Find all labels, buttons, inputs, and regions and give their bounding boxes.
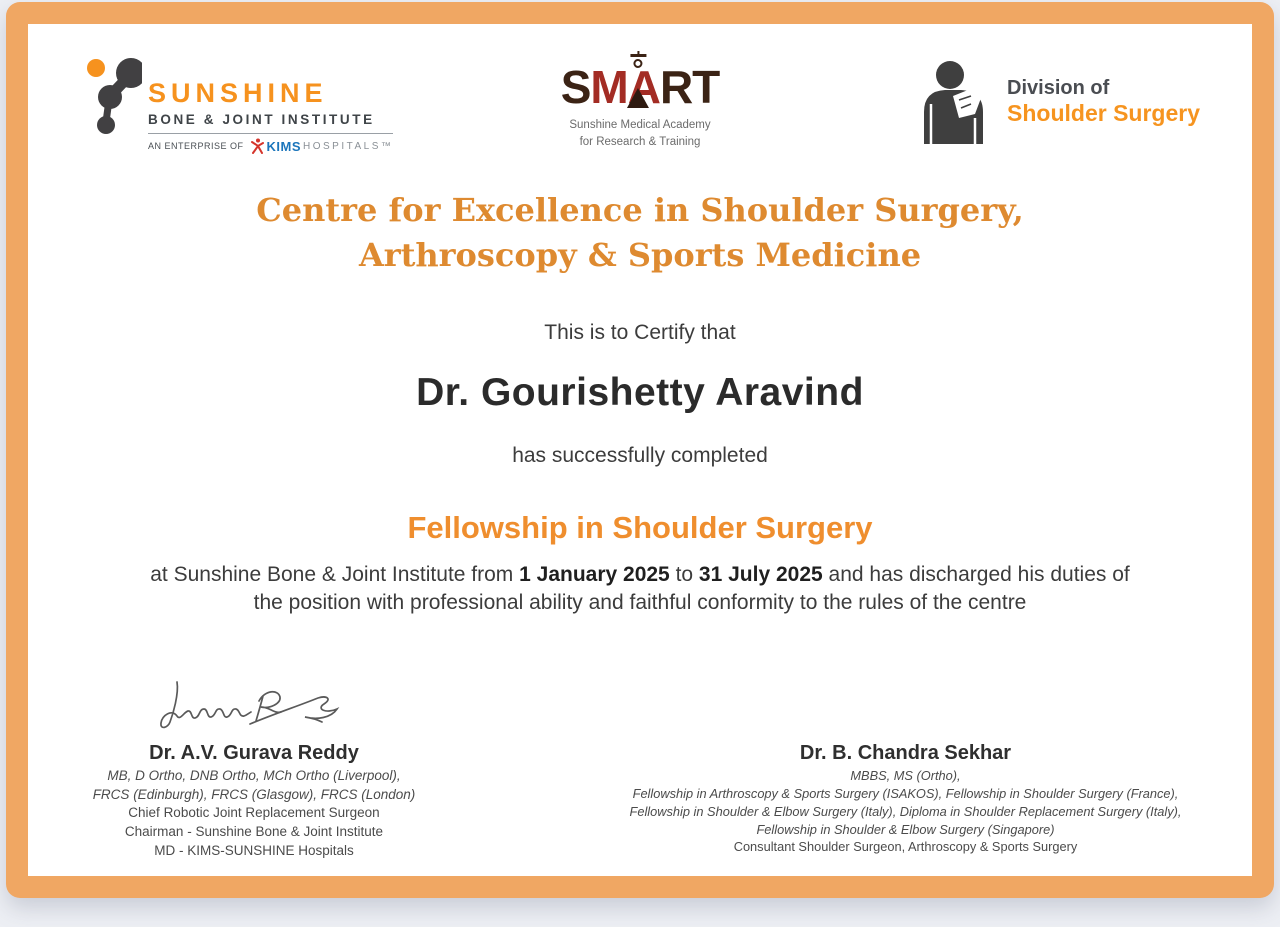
certificate-card <box>6 2 1274 898</box>
signer-left-credential: MB, D Ortho, DNB Ortho, MCh Ortho (Liverpool), <box>107 768 401 783</box>
signer-right-name: Dr. B. Chandra Sekhar <box>799 742 1012 764</box>
sunshine-enterprise-line <box>148 138 393 154</box>
signer-left-title: MD - KIMS-SUNSHINE Hospitals <box>154 842 354 858</box>
kims-wordmark: KIMS <box>266 138 302 154</box>
sunshine-molecule-icon <box>84 52 142 156</box>
signer-right-credential: Fellowship in Shoulder & Elbow Surgery (Singapore) <box>756 821 1055 837</box>
certificate-content <box>28 24 1252 876</box>
fellowship-title: Fellowship in Shoulder Surgery <box>407 510 873 545</box>
certificate-title-line1: Centre for Excellence in Shoulder Surgery, <box>256 191 1024 229</box>
body-part3: and has discharged his duties of the position with professional ability and faithful conformity to the rules of the centre <box>253 563 1130 615</box>
signer-right-title: Consultant Shoulder Surgeon, Arthroscopy & Sports Surgery <box>733 839 1078 855</box>
enterprise-prefix: AN ENTERPRISE OF <box>148 141 244 151</box>
sunshine-divider <box>148 133 393 134</box>
certificate-title <box>28 188 1252 279</box>
smart-letters-ma: MA <box>590 61 660 113</box>
recipient-name: Dr. Gourishetty Aravind <box>416 371 864 414</box>
sunshine-subtitle: BONE & JOINT INSTITUTE <box>148 112 375 127</box>
smart-graduate-icon <box>631 54 647 70</box>
smart-subtitle-line1: Sunshine Medical Academy <box>569 119 711 131</box>
completed-line: has successfully completed <box>512 444 768 467</box>
shoulder-person-icon <box>917 60 993 144</box>
body-paragraph <box>145 561 1135 618</box>
signer-right-credential: MBBS, MS (Ortho), <box>850 768 961 783</box>
smart-logo <box>560 61 720 150</box>
signer-left <box>64 742 444 859</box>
kims-figure-icon <box>250 138 264 154</box>
smart-subtitle-line2: for Research & Training <box>579 135 701 148</box>
signer-right <box>583 742 1228 855</box>
sunshine-name: SUNSHINE <box>148 78 328 108</box>
body-part1: at Sunshine Bone & Joint Institute from <box>150 563 520 586</box>
sunshine-logo-text <box>148 52 393 154</box>
signer-left-name: Dr. A.V. Gurava Reddy <box>149 742 359 764</box>
smart-triangle <box>627 88 649 108</box>
smart-wordmark <box>560 61 720 113</box>
sunshine-logo <box>84 52 393 156</box>
signer-left-title: Chief Robotic Joint Replacement Surgeon <box>128 805 380 821</box>
signer-left-credential: FRCS (Edinburgh), FRCS (Glasgow), FRCS (London) <box>92 786 416 802</box>
signer-right-credential: Fellowship in Shoulder & Elbow Surgery (Italy), Diploma in Shoulder Replacement Surgery (Italy), <box>629 803 1182 819</box>
division-logo <box>917 60 1200 144</box>
signer-left-title: Chairman - Sunshine Bone & Joint Institute <box>124 824 384 840</box>
division-line2: Shoulder Surgery <box>1007 100 1200 127</box>
signer-right-credential: Fellowship in Arthroscopy & Sports Surgery (ISAKOS), Fellowship in Shoulder Surgery (France), <box>632 785 1179 801</box>
body-part2: to <box>669 563 699 586</box>
division-line1: Division of <box>1007 77 1110 100</box>
smart-letter-s: S <box>560 61 591 113</box>
smart-letters-rt: RT <box>659 61 720 113</box>
signature <box>146 676 356 738</box>
division-text <box>1007 76 1200 128</box>
certify-line: This is to Certify that <box>544 321 736 344</box>
smart-subtitle <box>561 117 720 150</box>
certificate-title-line2: Arthroscopy & Sports Medicine <box>358 236 922 275</box>
hospitals-wordmark: HOSPITALS™ <box>303 140 394 152</box>
end-date: 31 July 2025 <box>698 563 823 586</box>
start-date: 1 January 2025 <box>519 563 670 586</box>
